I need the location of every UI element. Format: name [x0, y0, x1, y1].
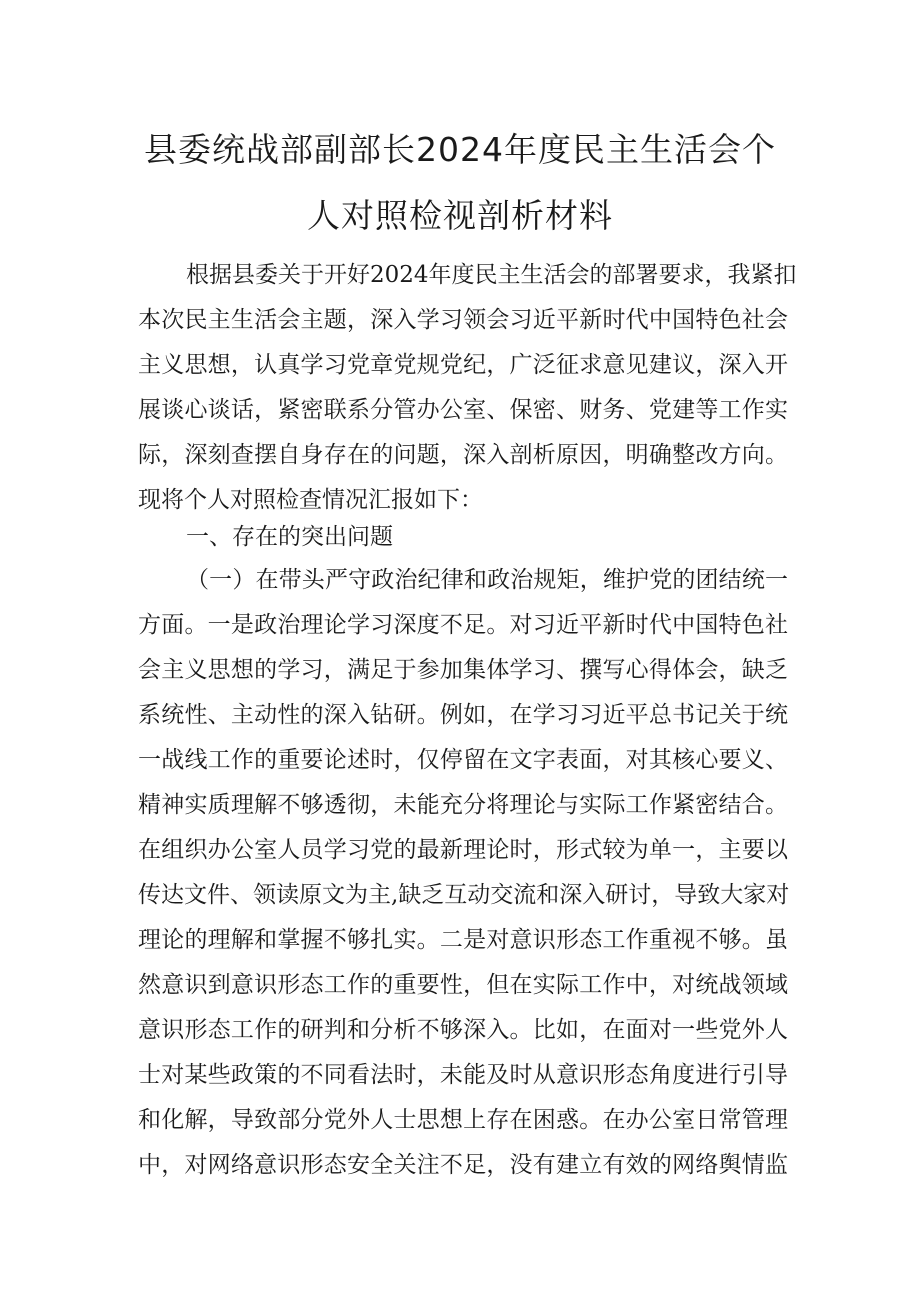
body-line: 系统性、主动性的深入钻研。例如，在学习习近平总书记关于统 [138, 702, 788, 728]
body-line: 意识形态工作的研判和分析不够深入。比如，在面对一些党外人 [138, 1017, 788, 1043]
body-line: 会主义思想的学习，满足于参加集体学习、撰写心得体会，缺乏 [138, 657, 788, 683]
body-line: （一）在带头严守政治纪律和政治规矩，维护党的团结统一 [186, 567, 788, 593]
document-title-line-2: 人对照检视剖析材料 [307, 196, 613, 235]
body-line: 中，对网络意识形态安全关注不足，没有建立有效的网络舆情监 [138, 1152, 788, 1178]
body-line: 传达文件、领读原文为主,缺乏互动交流和深入研讨，导致大家对 [138, 882, 790, 908]
body-line: 在组织办公室人员学习党的最新理论时，形式较为单一，主要以 [138, 837, 788, 863]
intro-line: 主义思想，认真学习党章党规党纪，广泛征求意见建议，深入开 [138, 352, 788, 378]
body-line: 方面。一是政治理论学习深度不足。对习近平新时代中国特色社 [138, 612, 788, 638]
body-line: 和化解，导致部分党外人士思想上存在困惑。在办公室日常管理 [138, 1107, 788, 1133]
intro-line: 际，深刻查摆自身存在的问题，深入剖析原因，明确整改方向。 [138, 442, 788, 468]
intro-line: 现将个人对照检查情况汇报如下： [138, 487, 483, 513]
intro-line: 展谈心谈话，紧密联系分管办公室、保密、财务、党建等工作实 [138, 397, 788, 423]
intro-line: 根据县委关于开好2024年度民主生活会的部署要求，我紧扣 [186, 262, 797, 288]
body-line: 理论的理解和掌握不够扎实。二是对意识形态工作重视不够。虽 [138, 927, 788, 953]
body-line: 士对某些政策的不同看法时，未能及时从意识形态角度进行引导 [138, 1062, 788, 1088]
document-title-line-1: 县委统战部副部长2024年度民主生活会个 [144, 130, 776, 169]
intro-line: 本次民主生活会主题，深入学习领会习近平新时代中国特色社会 [138, 307, 788, 333]
section-heading: 一、存在的突出问题 [186, 524, 393, 550]
body-line: 精神实质理解不够透彻，未能充分将理论与实际工作紧密结合。 [138, 792, 788, 818]
body-line: 一战线工作的重要论述时，仅停留在文字表面，对其核心要义、 [138, 747, 788, 773]
body-line: 然意识到意识形态工作的重要性，但在实际工作中，对统战领域 [138, 972, 788, 998]
